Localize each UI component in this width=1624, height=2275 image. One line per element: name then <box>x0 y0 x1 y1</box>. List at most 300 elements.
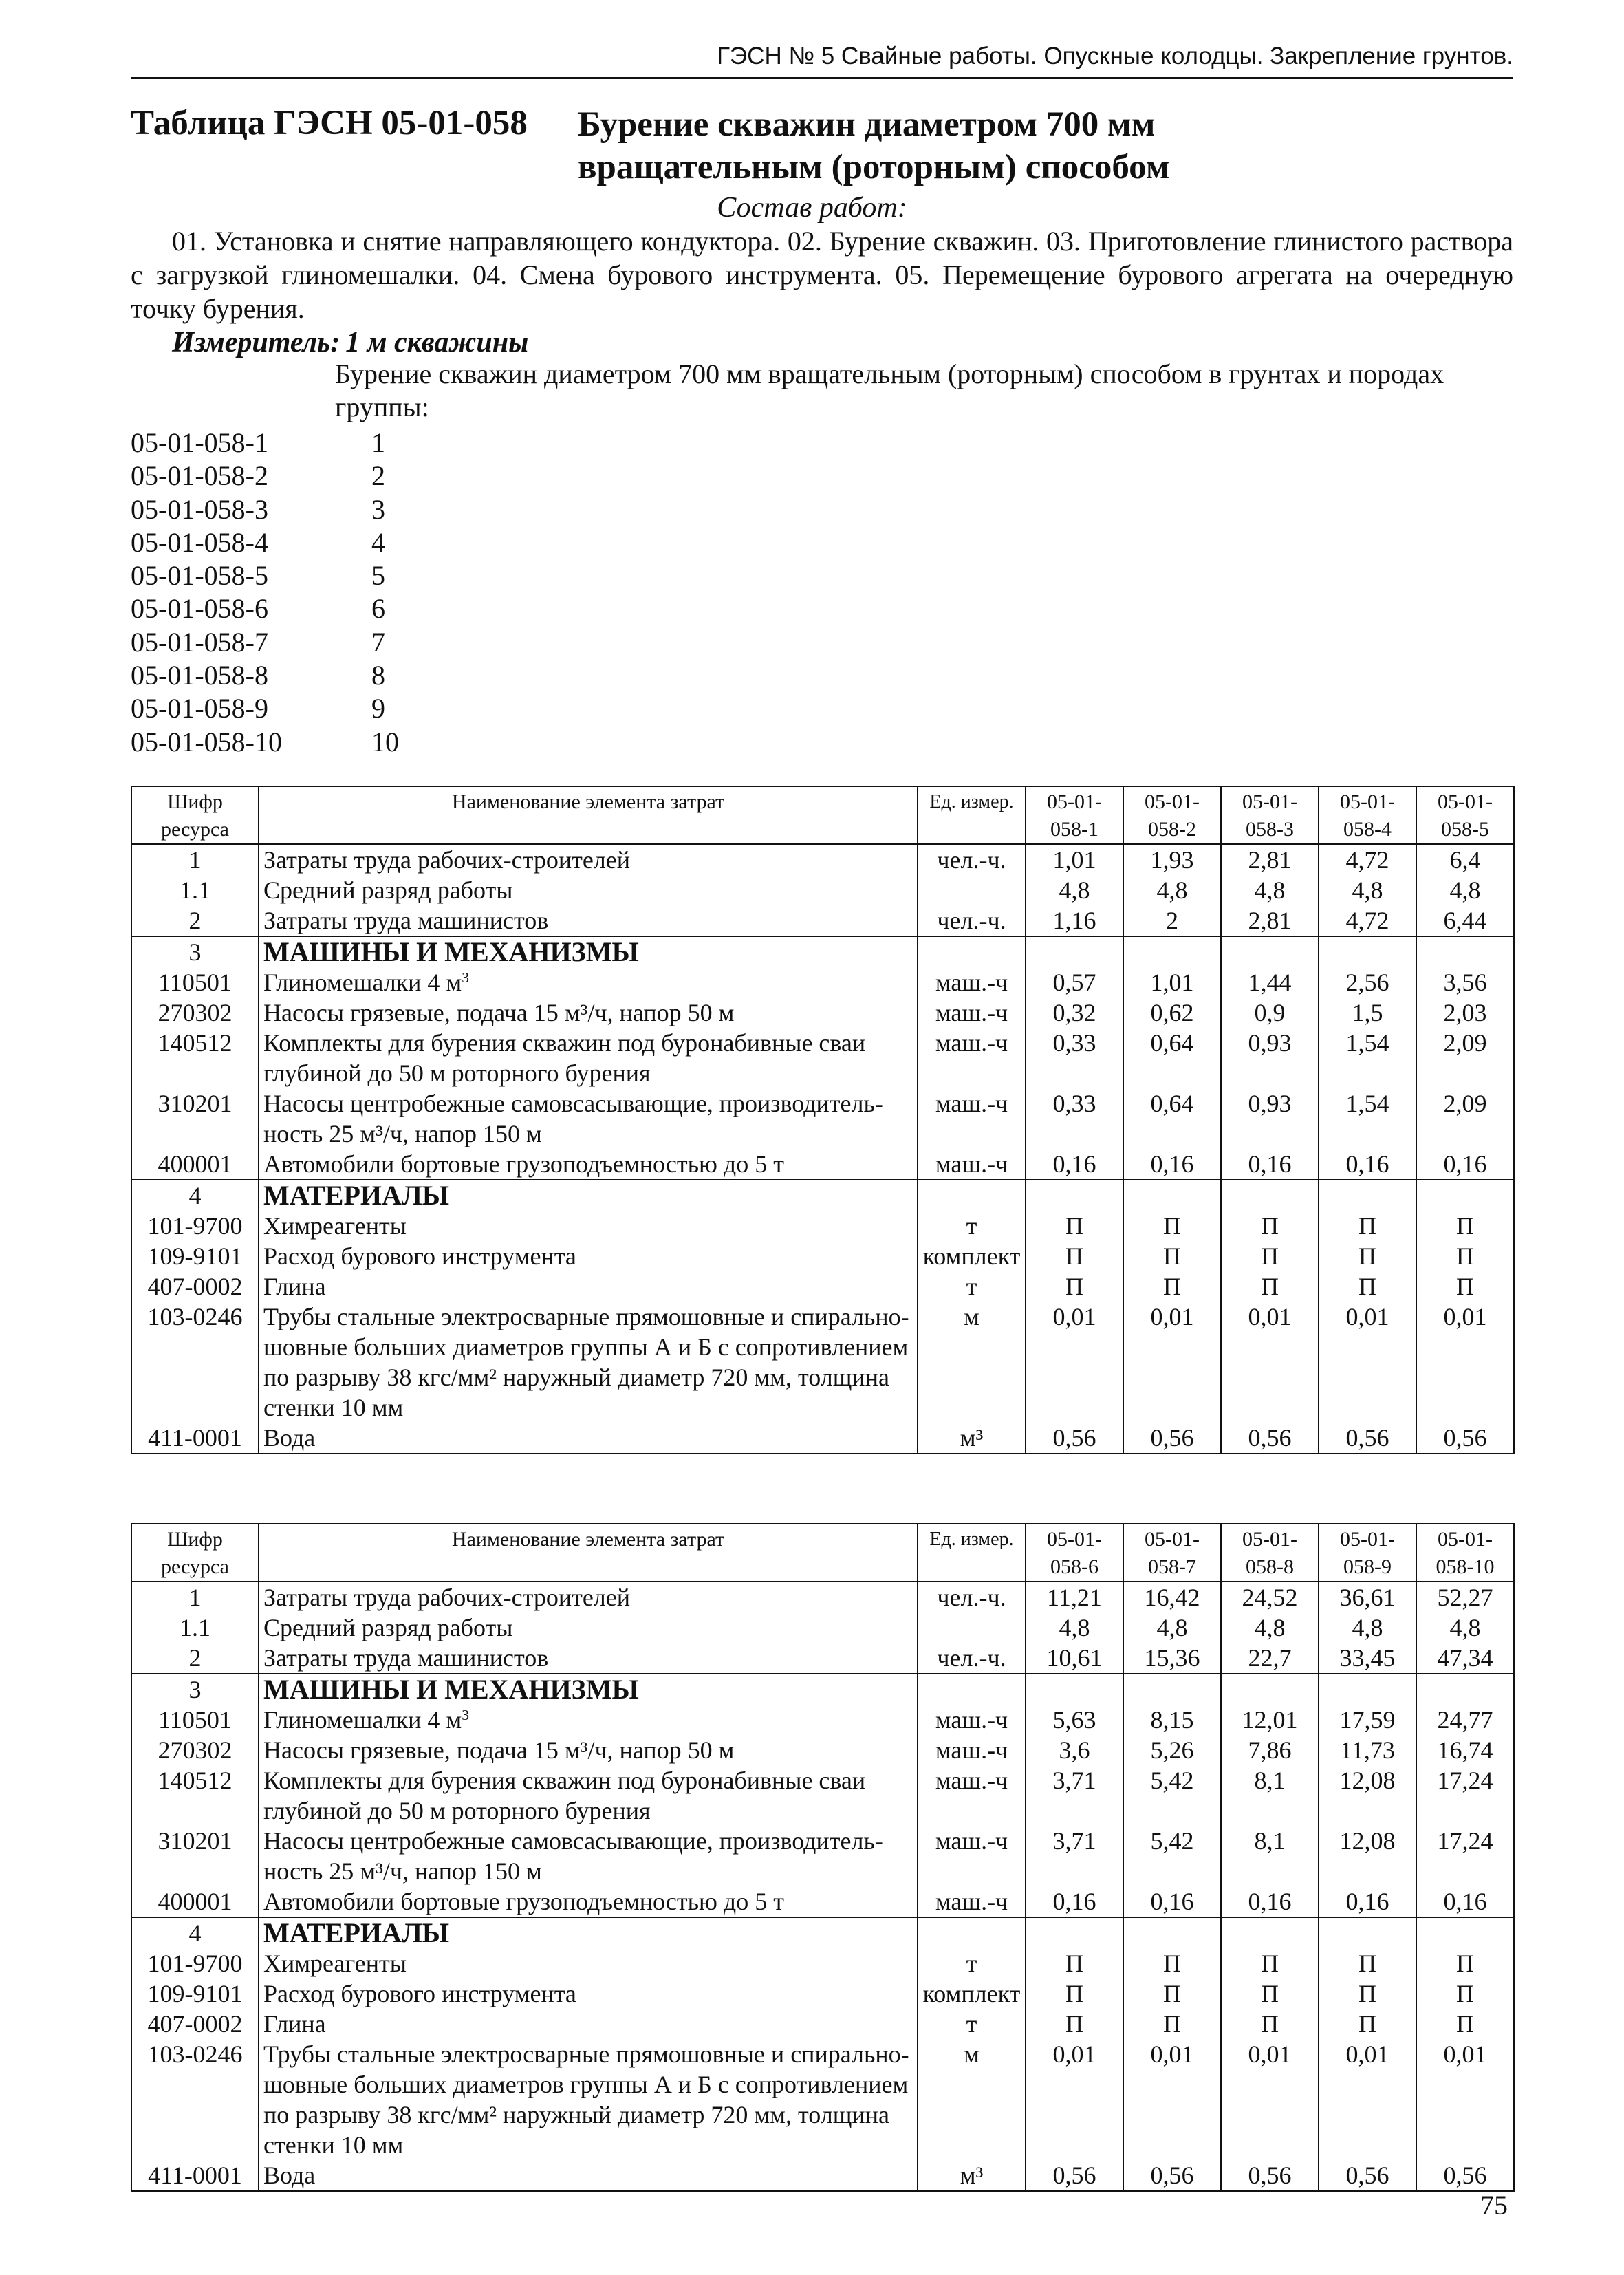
value-cell: 0,56 <box>1221 1423 1319 1454</box>
name-line: по разрыву 38 кгс/мм² наружный диаметр 720 мм, толщина <box>263 1363 889 1391</box>
resource-code: 101-9700 <box>131 1211 259 1241</box>
value-cell: 2,81 <box>1221 905 1319 936</box>
material-row <box>131 1271 1514 1302</box>
composition-text: 01. Установка и снятие направляющего кондуктора. 02. Бурение скважин. 03. Приготовление глинистого раствора с загрузкой глиномешалки. 04. Смена бурового инструмента. 05. Перемещение бурового агрегата на очередную точку бурения. <box>131 226 1513 324</box>
machine-row <box>131 1028 1514 1088</box>
header-code-line-1: Шифр <box>167 790 223 813</box>
value-cell: 0,01 <box>1319 1302 1416 1423</box>
norm-code: 05-01-058-7 <box>131 626 268 658</box>
unit-cell <box>918 1613 1026 1643</box>
resource-code: 407-0002 <box>131 1271 259 1302</box>
value-cell: 0,01 <box>1416 1302 1514 1423</box>
title-line-1: Бурение скважин диаметром 700 мм <box>578 105 1156 144</box>
value-cell: 4,8 <box>1319 875 1416 905</box>
value-cell: 4,8 <box>1026 875 1123 905</box>
running-header: ГЭСН № 5 Свайные работы. Опускные колодцы. Закрепление грунтов. <box>717 43 1513 69</box>
table-subject-title <box>578 103 1169 188</box>
unit-cell: маш.-ч <box>918 967 1026 998</box>
cost-element-name <box>259 2160 918 2191</box>
value-cell: 4,8 <box>1416 875 1514 905</box>
empty-cell <box>1221 1917 1319 1948</box>
empty-cell <box>1026 936 1123 967</box>
resource-code: 400001 <box>131 1149 259 1180</box>
value-cell: 0,16 <box>1123 1149 1221 1180</box>
header-resource-code <box>131 786 259 844</box>
labor-row <box>131 1643 1514 1674</box>
value-cell: 0,16 <box>1026 1886 1123 1917</box>
value-cell: 52,27 <box>1416 1582 1514 1613</box>
value-cell: 1,5 <box>1319 998 1416 1028</box>
unit-cell: т <box>918 1948 1026 1979</box>
value-cell: 0,56 <box>1123 2160 1221 2191</box>
header-unit: Ед. измер. <box>918 786 1026 844</box>
value-cell: 0,64 <box>1123 1028 1221 1088</box>
norm-code-line-2: 058-7 <box>1148 1555 1196 1578</box>
code-row <box>131 559 612 592</box>
unit-cell: т <box>918 1271 1026 1302</box>
value-cell: П <box>1319 1271 1416 1302</box>
unit-cell: маш.-ч <box>918 998 1026 1028</box>
value-cell: 0,01 <box>1123 2039 1221 2160</box>
header-row <box>131 1524 1514 1582</box>
value-cell: 12,01 <box>1221 1705 1319 1735</box>
norm-code-line-2: 058-4 <box>1343 818 1392 841</box>
empty-cell <box>918 1674 1026 1705</box>
resource-code: 407-0002 <box>131 2009 259 2039</box>
value-cell: 0,33 <box>1026 1088 1123 1149</box>
value-cell: 2,03 <box>1416 998 1514 1028</box>
name-line-with-sup <box>263 967 913 998</box>
unit-cell: маш.-ч <box>918 1826 1026 1886</box>
section-code: 4 <box>131 1917 259 1948</box>
composition-heading: Состав работ: <box>717 192 907 224</box>
code-row <box>131 592 612 625</box>
resource-code: 270302 <box>131 1735 259 1765</box>
machine-row <box>131 1826 1514 1886</box>
value-cell: 4,8 <box>1416 1613 1514 1643</box>
header-code-line-1: Шифр <box>167 1528 223 1551</box>
code-row <box>131 427 612 460</box>
labor-row <box>131 844 1514 875</box>
value-cell: 5,42 <box>1123 1765 1221 1826</box>
norm-code-line-2: 058-8 <box>1246 1555 1294 1578</box>
header-cost-element: Наименование элемента затрат <box>259 786 918 844</box>
code-row <box>131 626 612 659</box>
resource-code: 310201 <box>131 1826 259 1886</box>
value-cell: 0,01 <box>1026 2039 1123 2160</box>
unit-cell: маш.-ч <box>918 1149 1026 1180</box>
machines-section-header <box>131 1674 1514 1705</box>
value-cell: 5,42 <box>1123 1826 1221 1886</box>
value-cell: 6,44 <box>1416 905 1514 936</box>
value-cell: П <box>1026 1948 1123 1979</box>
code-row <box>131 526 612 559</box>
header-unit: Ед. измер. <box>918 1524 1026 1582</box>
resource-code: 2 <box>131 1643 259 1674</box>
norm-code-line-1: 05-01- <box>1145 790 1200 813</box>
value-cell: 24,77 <box>1416 1705 1514 1735</box>
value-cell: 16,42 <box>1123 1582 1221 1613</box>
unit-cell: чел.-ч. <box>918 1582 1026 1613</box>
value-cell: П <box>1221 2009 1319 2039</box>
unit-cell: т <box>918 2009 1026 2039</box>
cost-element-name <box>259 1149 918 1180</box>
value-cell: 0,57 <box>1026 967 1123 998</box>
norm-code-line-2: 058-3 <box>1246 818 1294 841</box>
cost-element-name <box>259 1705 918 1735</box>
resource-code: 411-0001 <box>131 1423 259 1454</box>
code-row <box>131 692 612 725</box>
header-norm-column <box>1319 1524 1416 1582</box>
norm-code-line-1: 05-01- <box>1145 1528 1200 1551</box>
value-cell: 0,56 <box>1416 1423 1514 1454</box>
value-cell: П <box>1123 1979 1221 2009</box>
section-code: 4 <box>131 1180 259 1211</box>
value-cell: 0,01 <box>1221 1302 1319 1423</box>
value-cell: П <box>1319 1241 1416 1271</box>
value-cell: П <box>1416 1271 1514 1302</box>
code-row <box>131 493 612 526</box>
header-norm-column <box>1026 786 1123 844</box>
norm-code-line-2: 058-10 <box>1436 1555 1495 1578</box>
value-cell: П <box>1416 1979 1514 2009</box>
value-cell: 1,44 <box>1221 967 1319 998</box>
value-cell: 0,93 <box>1221 1088 1319 1149</box>
name-line: Расход бурового инструмента <box>263 1242 576 1270</box>
cost-element-name <box>259 1271 918 1302</box>
unit-cell: м³ <box>918 1423 1026 1454</box>
measure-line <box>172 326 528 359</box>
soil-group: 10 <box>371 726 399 757</box>
unit-cell: маш.-ч <box>918 1735 1026 1765</box>
soil-group: 6 <box>371 593 385 625</box>
norm-code: 05-01-058-2 <box>131 460 268 492</box>
header-norm-column <box>1123 786 1221 844</box>
value-cell: 1,54 <box>1319 1088 1416 1149</box>
resource-code: 1 <box>131 844 259 875</box>
header-norm-column <box>1123 1524 1221 1582</box>
norm-code-line-2: 058-6 <box>1050 1555 1098 1578</box>
value-cell: П <box>1319 2009 1416 2039</box>
header-norm-column <box>1221 1524 1319 1582</box>
cost-element-name <box>259 1735 918 1765</box>
value-cell: 2 <box>1123 905 1221 936</box>
header-resource-code <box>131 1524 259 1582</box>
name-line: Насосы центробежные самовсасывающие, производитель- <box>263 1827 883 1855</box>
name-line: Насосы грязевые, подача 15 м³/ч, напор 50 м <box>263 1736 735 1764</box>
value-cell: П <box>1416 1211 1514 1241</box>
value-cell: П <box>1123 1948 1221 1979</box>
soil-group: 9 <box>371 693 385 724</box>
name-line: Глиномешалки 4 м <box>263 1706 462 1734</box>
value-cell: 33,45 <box>1319 1643 1416 1674</box>
group-description: Бурение скважин диаметром 700 мм вращательным (роторным) способом в грунтах и породах группы: <box>335 358 1444 422</box>
empty-cell <box>1123 1917 1221 1948</box>
empty-cell <box>1319 1674 1416 1705</box>
header-code-line-2: ресурса <box>161 818 229 841</box>
unit-cell: м <box>918 1302 1026 1423</box>
value-cell: П <box>1026 1241 1123 1271</box>
norm-code-line-1: 05-01- <box>1438 1528 1493 1551</box>
empty-cell <box>1319 1180 1416 1211</box>
section-title: МАТЕРИАЛЫ <box>259 1180 918 1211</box>
cost-element-name: Затраты труда машинистов <box>259 1643 918 1674</box>
value-cell: 4,8 <box>1319 1613 1416 1643</box>
value-cell: 4,72 <box>1319 905 1416 936</box>
machine-row <box>131 1735 1514 1765</box>
material-row <box>131 1302 1514 1423</box>
empty-cell <box>1026 1917 1123 1948</box>
cost-element-name: Затраты труда машинистов <box>259 905 918 936</box>
section-title: МАШИНЫ И МЕХАНИЗМЫ <box>259 1674 918 1705</box>
unit-cell <box>918 875 1026 905</box>
value-cell: П <box>1026 2009 1123 2039</box>
value-cell: 3,71 <box>1026 1826 1123 1886</box>
unit-cell: маш.-ч <box>918 1765 1026 1826</box>
machines-section-header <box>131 936 1514 967</box>
norm-code-line-2: 058-1 <box>1050 818 1098 841</box>
machine-row <box>131 967 1514 998</box>
value-cell: 0,01 <box>1416 2039 1514 2160</box>
norm-code-line-1: 05-01- <box>1438 790 1493 813</box>
value-cell: 10,61 <box>1026 1643 1123 1674</box>
value-cell: 4,8 <box>1123 1613 1221 1643</box>
value-cell: 0,32 <box>1026 998 1123 1028</box>
value-cell: 6,4 <box>1416 844 1514 875</box>
resource-code: 109-9101 <box>131 1241 259 1271</box>
empty-cell <box>1026 1180 1123 1211</box>
cost-element-name <box>259 1948 918 1979</box>
cost-element-name: Затраты труда рабочих-строителей <box>259 1582 918 1613</box>
empty-cell <box>1416 936 1514 967</box>
name-line: ность 25 м³/ч, напор 150 м <box>263 1857 542 1885</box>
machine-row <box>131 1886 1514 1917</box>
name-line: Комплекты для бурения скважин под буронабивные сваи <box>263 1029 866 1057</box>
machine-row <box>131 1765 1514 1826</box>
name-line: Глина <box>263 1273 326 1300</box>
value-cell: 0,16 <box>1123 1886 1221 1917</box>
unit-cell: комплект <box>918 1241 1026 1271</box>
material-row <box>131 1948 1514 1979</box>
value-cell: П <box>1221 1211 1319 1241</box>
code-list <box>131 427 612 759</box>
unit-cell: т <box>918 1211 1026 1241</box>
header-row <box>131 786 1514 844</box>
name-line: шовные больших диаметров группы А и Б с сопротивлением <box>263 1333 909 1361</box>
machine-row <box>131 1088 1514 1149</box>
soil-group: 4 <box>371 526 385 558</box>
value-cell: 4,8 <box>1123 875 1221 905</box>
value-cell: 12,08 <box>1319 1826 1416 1886</box>
cost-element-name <box>259 1886 918 1917</box>
cost-element-name <box>259 1979 918 2009</box>
name-line: Насосы центробежные самовсасывающие, производитель- <box>263 1090 883 1117</box>
value-cell: 0,56 <box>1026 1423 1123 1454</box>
cost-element-name <box>259 1241 918 1271</box>
name-line: Автомобили бортовые грузоподъемностью до 5 т <box>263 1888 784 1915</box>
value-cell: 16,74 <box>1416 1735 1514 1765</box>
value-cell: П <box>1123 1241 1221 1271</box>
cost-element-name <box>259 1088 918 1149</box>
cost-table-1 <box>131 786 1515 1454</box>
value-cell: 7,86 <box>1221 1735 1319 1765</box>
norm-code-line-1: 05-01- <box>1340 790 1395 813</box>
name-line: Комплекты для бурения скважин под буронабивные сваи <box>263 1767 866 1794</box>
name-line: Химреагенты <box>263 1950 407 1977</box>
soil-group: 3 <box>371 493 385 525</box>
resource-code: 103-0246 <box>131 2039 259 2160</box>
value-cell: 0,56 <box>1319 2160 1416 2191</box>
labor-row <box>131 875 1514 905</box>
empty-cell <box>918 1180 1026 1211</box>
value-cell: 0,01 <box>1319 2039 1416 2160</box>
resource-code: 1 <box>131 1582 259 1613</box>
value-cell: 0,16 <box>1416 1886 1514 1917</box>
value-cell: 0,56 <box>1221 2160 1319 2191</box>
unit-cell: комплект <box>918 1979 1026 2009</box>
value-cell: П <box>1416 1948 1514 1979</box>
labor-row <box>131 1613 1514 1643</box>
resource-code: 1.1 <box>131 875 259 905</box>
name-line: ность 25 м³/ч, напор 150 м <box>263 1120 542 1147</box>
cost-element-name <box>259 967 918 998</box>
unit-cell: чел.-ч. <box>918 844 1026 875</box>
value-cell: П <box>1123 2009 1221 2039</box>
value-cell: 5,26 <box>1123 1735 1221 1765</box>
title-line-2: вращательным (роторным) способом <box>578 148 1170 186</box>
material-row <box>131 1241 1514 1271</box>
value-cell: 4,8 <box>1026 1613 1123 1643</box>
value-cell: П <box>1026 1271 1123 1302</box>
value-cell: 4,72 <box>1319 844 1416 875</box>
soil-group: 5 <box>371 560 385 592</box>
name-line: глубиной до 50 м роторного бурения <box>263 1797 651 1824</box>
name-line-with-sup <box>263 1705 913 1735</box>
unit-cell: чел.-ч. <box>918 1643 1026 1674</box>
resource-code: 400001 <box>131 1886 259 1917</box>
empty-cell <box>918 1917 1026 1948</box>
norm-code: 05-01-058-9 <box>131 693 268 724</box>
value-cell: П <box>1123 1211 1221 1241</box>
value-cell: 0,16 <box>1221 1886 1319 1917</box>
value-cell: 3,6 <box>1026 1735 1123 1765</box>
empty-cell <box>1416 1180 1514 1211</box>
header-norm-column <box>1026 1524 1123 1582</box>
value-cell: П <box>1319 1979 1416 2009</box>
value-cell: П <box>1221 1241 1319 1271</box>
header-norm-column <box>1221 786 1319 844</box>
value-cell: 0,56 <box>1319 1423 1416 1454</box>
empty-cell <box>1026 1674 1123 1705</box>
value-cell: П <box>1026 1211 1123 1241</box>
value-cell: 17,24 <box>1416 1826 1514 1886</box>
value-cell: 3,71 <box>1026 1765 1123 1826</box>
cost-element-name <box>259 2039 918 2160</box>
material-row <box>131 2160 1514 2191</box>
norm-code-line-1: 05-01- <box>1242 1528 1297 1551</box>
resource-code: 270302 <box>131 998 259 1028</box>
name-line: глубиной до 50 м роторного бурения <box>263 1059 651 1087</box>
value-cell: П <box>1221 1948 1319 1979</box>
resource-code: 109-9101 <box>131 1979 259 2009</box>
empty-cell <box>1123 1180 1221 1211</box>
norm-code-line-2: 058-2 <box>1148 818 1196 841</box>
materials-section-header <box>131 1180 1514 1211</box>
resource-code: 110501 <box>131 967 259 998</box>
name-line: Насосы грязевые, подача 15 м³/ч, напор 50 м <box>263 999 735 1026</box>
section-title: МАШИНЫ И МЕХАНИЗМЫ <box>259 936 918 967</box>
name-line: стенки 10 мм <box>263 2131 404 2159</box>
value-cell: 0,16 <box>1221 1149 1319 1180</box>
resource-code: 310201 <box>131 1088 259 1149</box>
superscript: 3 <box>462 1707 469 1724</box>
empty-cell <box>1416 1674 1514 1705</box>
unit-cell: маш.-ч <box>918 1088 1026 1149</box>
value-cell: 8,1 <box>1221 1826 1319 1886</box>
norm-code: 05-01-058-4 <box>131 526 268 558</box>
value-cell: 5,63 <box>1026 1705 1123 1735</box>
resource-code: 140512 <box>131 1028 259 1088</box>
soil-group: 1 <box>371 427 385 458</box>
norm-code: 05-01-058-10 <box>131 726 282 757</box>
resource-code: 2 <box>131 905 259 936</box>
value-cell: 15,36 <box>1123 1643 1221 1674</box>
norm-code-line-1: 05-01- <box>1242 790 1297 813</box>
name-line: Трубы стальные электросварные прямошовные и спирально- <box>263 1303 909 1330</box>
value-cell: 0,62 <box>1123 998 1221 1028</box>
machine-row <box>131 1149 1514 1180</box>
value-cell: 47,34 <box>1416 1643 1514 1674</box>
value-cell: 0,33 <box>1026 1028 1123 1088</box>
soil-group: 8 <box>371 660 385 691</box>
value-cell: 0,16 <box>1416 1149 1514 1180</box>
labor-row <box>131 905 1514 936</box>
unit-cell: маш.-ч <box>918 1886 1026 1917</box>
value-cell: 3,56 <box>1416 967 1514 998</box>
machine-row <box>131 998 1514 1028</box>
value-cell: 1,01 <box>1026 844 1123 875</box>
value-cell: 11,21 <box>1026 1582 1123 1613</box>
resource-code: 140512 <box>131 1765 259 1826</box>
section-title: МАТЕРИАЛЫ <box>259 1917 918 1948</box>
name-line: Расход бурового инструмента <box>263 1980 576 2007</box>
empty-cell <box>1416 1917 1514 1948</box>
value-cell: П <box>1319 1211 1416 1241</box>
cost-element-name <box>259 1423 918 1454</box>
value-cell: 0,93 <box>1221 1028 1319 1088</box>
code-row <box>131 659 612 692</box>
value-cell: П <box>1221 1271 1319 1302</box>
header-code-line-2: ресурса <box>161 1555 229 1578</box>
cost-element-name <box>259 1028 918 1088</box>
norm-code: 05-01-058-6 <box>131 593 268 625</box>
name-line: Вода <box>263 2161 316 2189</box>
header-cost-element: Наименование элемента затрат <box>259 1524 918 1582</box>
material-row <box>131 2009 1514 2039</box>
header-norm-column <box>1319 786 1416 844</box>
value-cell: 0,56 <box>1026 2160 1123 2191</box>
value-cell: П <box>1319 1948 1416 1979</box>
value-cell: 1,01 <box>1123 967 1221 998</box>
header-norm-column <box>1416 1524 1514 1582</box>
name-line: Трубы стальные электросварные прямошовные и спирально- <box>263 2040 909 2068</box>
header-norm-column <box>1416 786 1514 844</box>
unit-cell: маш.-ч <box>918 1028 1026 1088</box>
norm-code: 05-01-058-8 <box>131 660 268 691</box>
measure-value: 1 м скважины <box>345 327 529 358</box>
cost-element-name: Средний разряд работы <box>259 1613 918 1643</box>
page-number: 75 <box>1480 2190 1508 2221</box>
